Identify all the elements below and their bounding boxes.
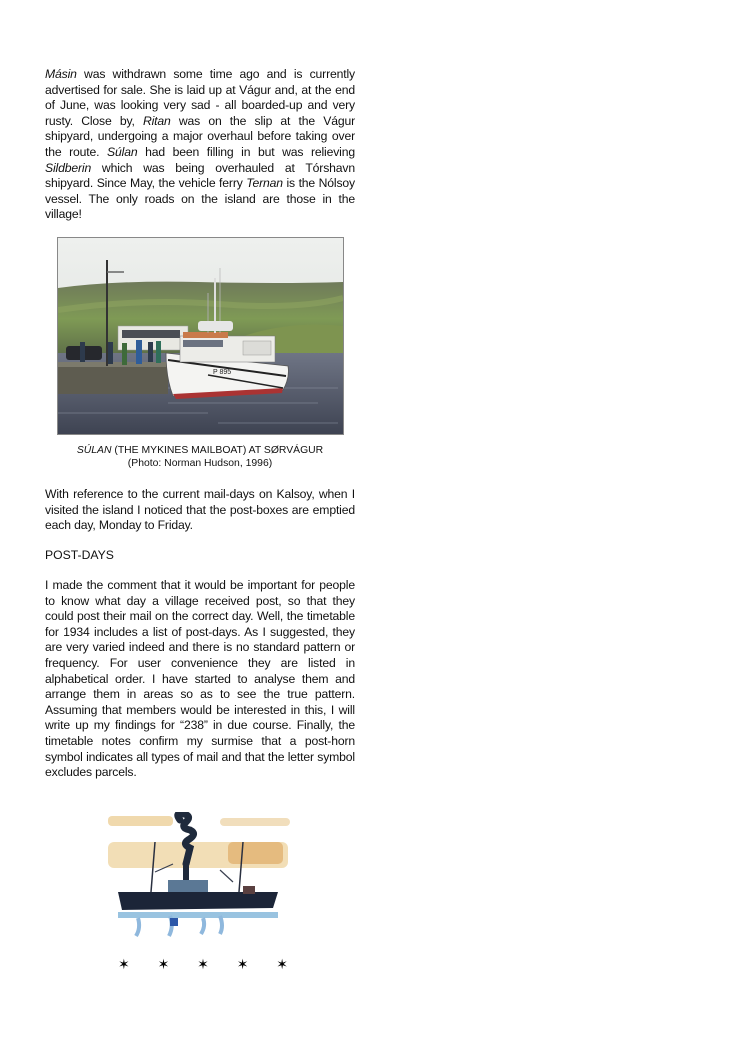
caption-credit: (Photo: Norman Hudson, 1996) bbox=[127, 458, 273, 469]
steamship-illustration bbox=[108, 812, 293, 952]
ship-name: Ternan bbox=[246, 176, 283, 191]
photo-caption bbox=[45, 444, 355, 470]
section-heading: POST-DAYS bbox=[45, 548, 114, 562]
svg-text:P 895: P 895 bbox=[213, 369, 232, 376]
ship-name: Ritan bbox=[142, 113, 171, 128]
paragraph-post-days: I made the comment that it would be important for people to know what day a village received post, so that they could post their mail on the correct day. Well, the timetable for 1934 includes a list of post-days. As I suggested, they are very varied indeed and there is no standard pattern or frequency. For user convenience they are listed in alphabetical order. I have started to analyse them and arrange them in areas so as to see the true pattern. Assuming that members would be interested in this, I will write up my findings for “238” in due course. Finally, the timetable notes confirm my surmise that a post-horn symbol indicates all types of mail and that the letter symbol excludes parcels. bbox=[45, 578, 355, 780]
paragraph-vessels: Másin was withdrawn some time ago and is currently advertised for sale. She is laid up at Vágur and, at the end of June, was looking very sad - all boarded-up and very rusty. Close by, Ritan was on the slip at the Vágur shipyard, undergoing a major overhaul before taking over the route. Súlan had been filling in but was relieving Sildberin which was being overhauled at Tórshavn shipyard. Since May, the vehicle ferry Ternan is the Nólsoy vessel. The only roads on the island are those in the village! bbox=[45, 67, 355, 222]
star-icon: ✶ bbox=[157, 956, 170, 972]
caption-title: SÚLAN (THE MYKINES MAILBOAT) AT SØRVÁGUR bbox=[76, 445, 324, 456]
ship-name: Sildberin bbox=[45, 160, 92, 175]
ship-name: Másin bbox=[45, 67, 77, 81]
star-icon: ✶ bbox=[236, 956, 249, 972]
section-separator bbox=[118, 956, 288, 973]
star-icon: ✶ bbox=[118, 956, 130, 972]
steamship-image bbox=[108, 812, 293, 952]
photo-image bbox=[58, 238, 343, 434]
star-icon: ✶ bbox=[197, 956, 209, 972]
star-icon: ✶ bbox=[276, 956, 288, 972]
mailboat-photo bbox=[57, 237, 344, 435]
ship-name: Súlan bbox=[107, 144, 138, 159]
paragraph-kalsoy: With reference to the current mail-days on Kalsoy, when I visited the island I noticed that the post-boxes are emptied each day, Monday to Friday. bbox=[45, 487, 355, 533]
